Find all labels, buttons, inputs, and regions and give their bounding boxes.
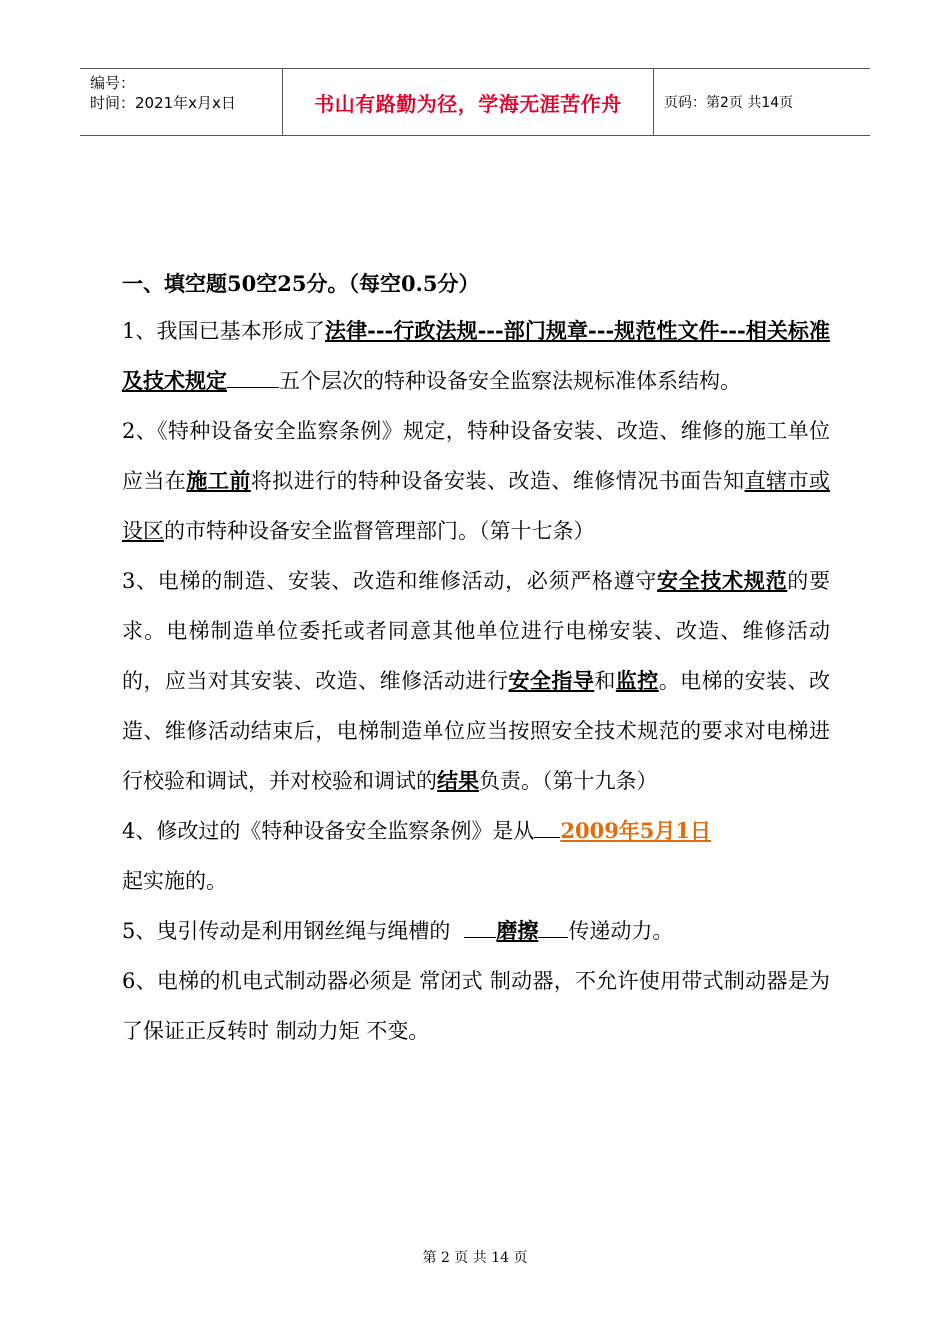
header-meta [80, 69, 282, 135]
number-label: 编号： [90, 74, 136, 92]
document-body [122, 262, 830, 1056]
page-header [80, 68, 870, 136]
q2-answer-1: 施工前 [186, 468, 251, 493]
q3-answer-3: 监控 [615, 668, 659, 693]
q4-text-1: 4、修改过的《特种设备安全监察条例》是从 [122, 819, 535, 843]
question-3 [122, 556, 830, 806]
question-2 [122, 406, 830, 556]
q2-text-1: 2、《特种设备安全监察条例》规定，特种设备安装、改造、维修的施工单位应当在 [122, 419, 830, 493]
date-label: 时间：2021年x月x日 [90, 94, 236, 112]
q3-text-4: 。电梯的安装、改造、维修活动结束后，电梯制造单位应当按照安全技术规范的要求对电梯进行校验和调试，并对校验和调试的 [122, 669, 830, 793]
q6-answer-1: 常闭式 [419, 969, 483, 993]
header-page-code: 页码：第2页 共14页 [664, 95, 794, 111]
section-title: 一、填空题50空25分。（每空0.5分） [122, 271, 480, 296]
q3-text-1: 3、电梯的制造、安装、改造和维修活动，必须严格遵守 [122, 569, 658, 593]
q3-answer-1: 安全技术规范 [657, 568, 788, 593]
question-5 [122, 906, 830, 956]
q1-answer: 法律---行政法规---部门规章---规范性文件---相关标准及技术规定 [122, 318, 830, 393]
question-1 [122, 306, 830, 406]
q4-answer: 2009年5月1日 [560, 818, 712, 843]
page-footer: 第 2 页 共 14 页 [422, 1250, 528, 1266]
q2-text-3: 的市特种设备安全监督管理部门。（第十七条） [164, 519, 595, 543]
q5-text-1: 5、曳引传动是利用钢丝绳与绳槽的 [122, 919, 451, 943]
q6-answer-2: 制动力矩 [275, 1019, 360, 1043]
q4-blank [534, 817, 560, 838]
q6-text-1: 6、电梯的机电式制动器必须是 [122, 969, 413, 993]
q3-text-3: 和 [594, 669, 616, 693]
q5-answer: 磨擦 [496, 918, 539, 943]
q3-text-2: 的要求。电梯制造单位委托或者同意其他单位进行电梯安装、改造、维修活动的，应当对其安装、改造、维修活动进行 [122, 569, 831, 693]
question-4 [122, 806, 830, 906]
q6-text-3: 不变。 [366, 1019, 430, 1043]
q1-suffix: 五个层次的特种设备安全监察法规标准体系结构。 [279, 369, 741, 393]
question-6 [122, 956, 830, 1056]
q2-text-2: 将拟进行的特种设备安装、改造、维修情况书面告知 [250, 469, 745, 493]
q2-answer-2: 直辖市或设区 [122, 469, 830, 543]
q1-prefix: 1、我国已基本形成了 [122, 319, 325, 343]
q5-text-2: 传递动力。 [568, 919, 674, 943]
q4-text-2: 起实施的。 [122, 869, 227, 893]
q6-text-2: 制动器，不允许使用带式制动器是为了保证正反转时 [122, 969, 830, 1043]
q3-answer-2: 安全指导 [508, 668, 595, 693]
q3-text-5: 负责。（第十九条） [479, 769, 658, 793]
q3-answer-4: 结果 [437, 768, 479, 793]
q5-blank-left [464, 917, 496, 938]
q1-blank [227, 367, 279, 388]
header-motto: 书山有路勤为径，学海无涯苦作舟 [282, 69, 654, 135]
q5-blank-right [538, 917, 568, 938]
